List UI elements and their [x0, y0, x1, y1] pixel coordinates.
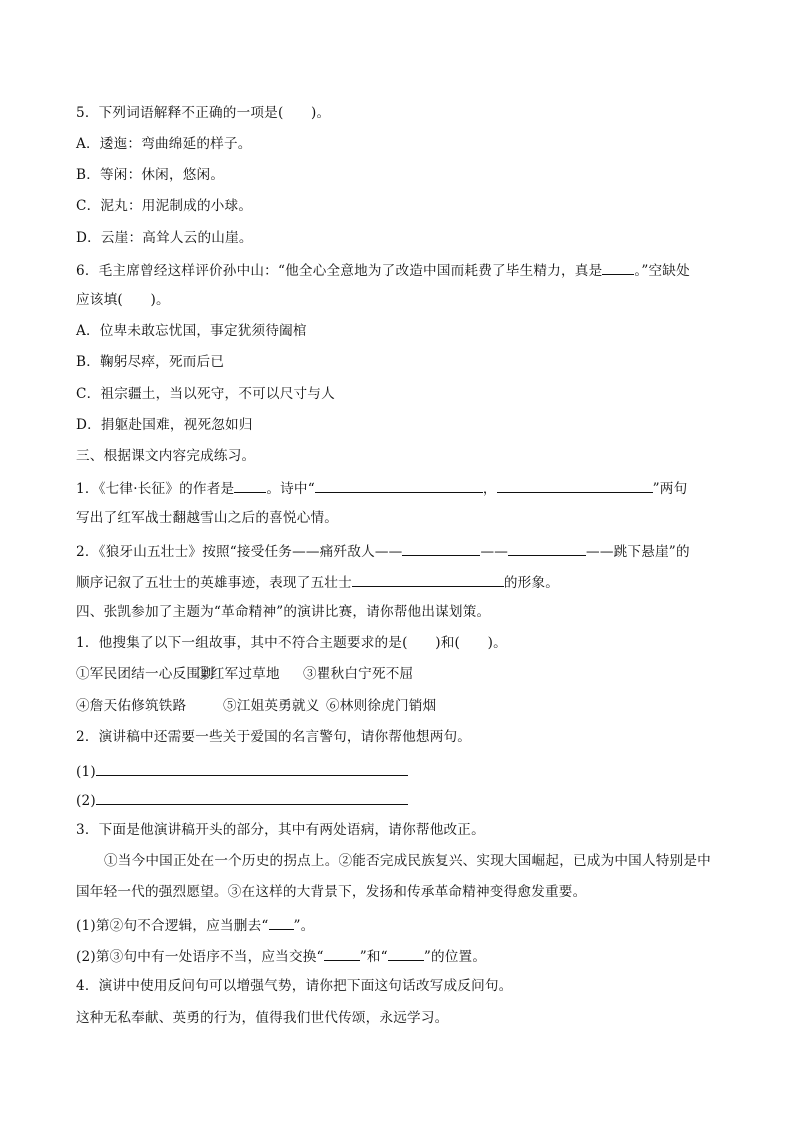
s3-item2-blank1[interactable]	[402, 540, 480, 556]
q6-option-d: D．捐躯赴国难，视死忽如归	[76, 417, 253, 433]
story-item: ①军民团结一心反围剿	[76, 666, 214, 682]
s3-item2-text-a: 2．《狼牙山五壮士》按照“接受任务——痛歼敌人——	[76, 544, 403, 560]
s3-item2-line2	[76, 571, 559, 593]
s4-q2-answer-2	[76, 789, 408, 811]
q5-option-b: B．等闲：休闲，悠闲。	[76, 167, 225, 183]
q5-option-c: C．泥丸：用泥制成的小球。	[76, 198, 253, 214]
s3-item1-line1	[76, 477, 687, 499]
s3-item1-author-blank[interactable]	[234, 477, 266, 493]
q6-stem-end: 。”空缺处	[634, 263, 690, 279]
q6-option-a: A．位卑未敢忘忧国，事定犹须待阖棺	[76, 323, 307, 339]
s4-q2-answer-1	[76, 760, 408, 782]
q6-option-b: B．鞠躬尽瘁，死而后已	[76, 354, 225, 370]
s3-item1-text-c: ，	[482, 481, 497, 497]
s4-q3: 3．下面是他演讲稿开头的部分，其中有两处语病，请你帮他改正。	[76, 822, 485, 838]
s4-q3-part2	[76, 945, 486, 967]
answer-label-2: (2)	[76, 793, 96, 809]
s3-item1-verse2-blank[interactable]	[497, 477, 653, 493]
motto-answer-blank-1[interactable]	[96, 760, 408, 776]
story-item: ③瞿秋白宁死不屈	[303, 666, 414, 682]
s3-item1-text-b: 。诗中“	[266, 481, 315, 497]
q6-answer-blank[interactable]	[602, 259, 634, 275]
story-item: ④詹天佑修筑铁路	[76, 698, 187, 714]
s4-q3-part1	[76, 914, 314, 936]
q3-part2-blank2[interactable]	[388, 945, 424, 961]
q6-option-c: C．祖宗疆土，当以死守，不可以尺寸与人	[76, 386, 335, 402]
s4-passage-line2: 国年轻一代的强烈愿望。③在这样的大背景下，发扬和传承革命精神变得愈发重要。	[76, 884, 587, 900]
s4-passage-line1: ①当今中国正处在一个历史的拐点上。②能否完成民族复兴、实现大国崛起，已成为中国人特别是中	[104, 853, 711, 869]
s3-item2-line1	[76, 540, 690, 562]
q3-part2-text-c: ”的位置。	[423, 949, 487, 965]
s3-item2-text-d: 顺序记叙了五壮士的英雄事迹，表现了五壮士	[76, 575, 352, 591]
s3-item2-blank3[interactable]	[352, 571, 504, 587]
q3-part1-text-b: ”。	[293, 918, 315, 934]
s3-item1-text-d: ”两句	[652, 481, 688, 497]
q6-stem-line1	[76, 259, 690, 281]
s4-q1: 1．他搜集了以下一组故事，其中不符合主题要求的是( )和( )。	[76, 635, 507, 651]
s3-item2-text-b: ——	[480, 544, 509, 560]
q5-option-d: D．云崖：高耸人云的山崖。	[76, 230, 253, 246]
q3-part2-text-b: ”和“	[359, 949, 388, 965]
s3-item2-blank2[interactable]	[508, 540, 586, 556]
answer-label-1: (1)	[76, 764, 96, 780]
q5-stem: 5．下列词语解释不正确的一项是( )。	[76, 105, 331, 121]
s4-q4: 4．演讲中使用反问句可以增强气势，请你把下面这句话改写成反问句。	[76, 978, 513, 994]
q3-part2-text-a: (2)第③句中有一处语序不当，应当交换“	[76, 949, 324, 965]
s3-item2-text-e: 的形象。	[503, 575, 560, 591]
s3-item2-text-c: ——跳下悬崖”的	[586, 544, 690, 560]
s4-q4-sentence: 这种无私奉献、英勇的行为，值得我们世代传颂，永远学习。	[76, 1010, 449, 1026]
s4-stories-row2	[76, 696, 436, 716]
q3-part1-text-a: (1)第②句不合逻辑，应当删去“	[76, 918, 269, 934]
s4-q2: 2．演讲稿中还需要一些关于爱国的名言警句，请你帮他想两句。	[76, 729, 472, 745]
s3-item1-text-a: 1．《七律·长征》的作者是	[76, 481, 235, 497]
story-item: ⑤江姐英勇就义	[223, 698, 320, 714]
s3-item1-verse1-blank[interactable]	[315, 477, 483, 493]
story-item: ②红军过草地	[197, 666, 280, 682]
s3-item1-line2: 写出了红军战士翻越雪山之后的喜悦心情。	[76, 510, 339, 526]
q6-stem-line2: 应该填( )。	[76, 292, 170, 308]
s4-stories-row1	[76, 664, 413, 684]
q6-stem-text: 6．毛主席曾经这样评价孙中山：“他全心全意地为了改造中国而耗费了毕生精力，真是	[76, 263, 603, 279]
section3-heading: 三、根据课文内容完成练习。	[76, 448, 256, 464]
section4-heading: 四、张凯参加了主题为“革命精神”的演讲比赛，请你帮他出谋划策。	[76, 604, 491, 620]
motto-answer-blank-2[interactable]	[96, 789, 408, 805]
q3-part1-blank[interactable]	[269, 914, 294, 930]
q3-part2-blank1[interactable]	[324, 945, 360, 961]
story-item: ⑥林则徐虎门销烟	[326, 698, 437, 714]
q5-option-a: A．逶迤：弯曲绵延的样子。	[76, 136, 252, 152]
